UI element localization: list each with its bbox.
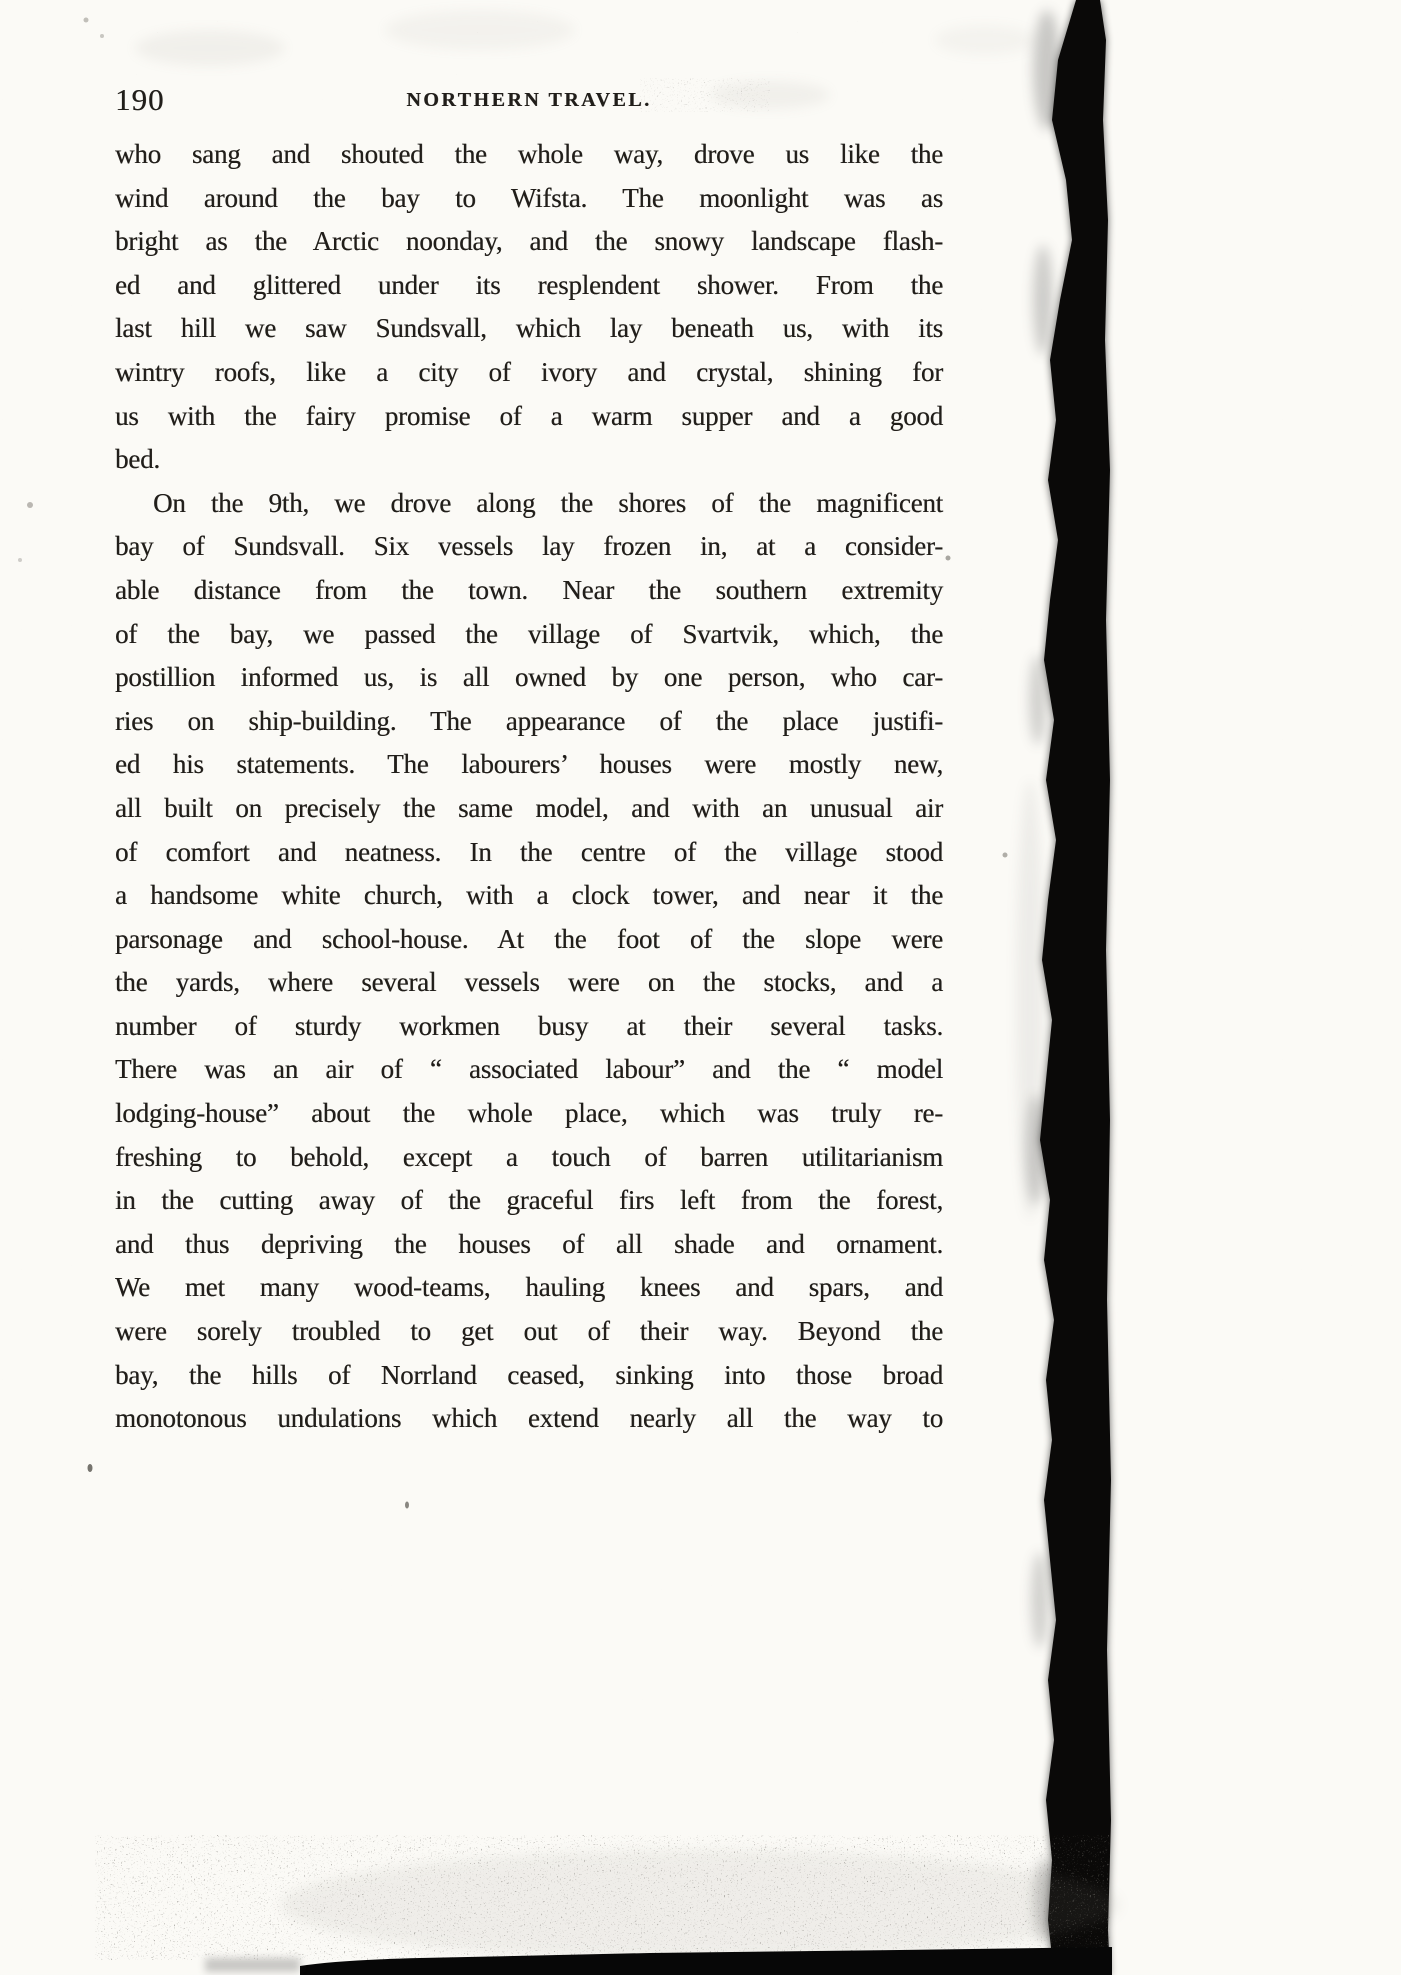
text-line: able distance from the town. Near the southern extremity [115,574,943,605]
text-line: ed his statements. The labourers’ houses were mostly new, [115,749,943,780]
page-number: 190 [115,82,165,117]
text-line: bright as the Arctic noonday, and the snowy landscape flash- [115,226,943,257]
text-line: wind around the bay to Wifsta. The moonlight was as [115,182,943,213]
text-line: ed and glittered under its resplendent shower. From the [115,269,943,300]
text-line: lodging-house” about the whole place, which was truly re- [115,1098,943,1129]
text-line: all built on precisely the same model, and with an unusual air [115,792,943,823]
right-scan-band-core [1040,0,1111,1975]
text-line: a handsome white church, with a clock tower, and near it the [115,880,943,911]
text-line: bay of Sundsvall. Six vessels lay frozen in, at a consider- [115,531,943,562]
text-line: the yards, where several vessels were on the stocks, and a [115,967,943,998]
text-line: were sorely troubled to get out of their way. Beyond the [115,1316,943,1347]
text-line: bay, the hills of Norrland ceased, sinking into those broad [115,1359,943,1390]
text-line: us with the fairy promise of a warm supper and a good [115,400,943,431]
text-line: of the bay, we passed the village of Svartvik, which, the [115,618,943,649]
text-line: in the cutting away of the graceful firs left from the forest, [115,1185,943,1216]
text-line: wintry roofs, like a city of ivory and crystal, shining for [115,356,943,387]
running-title: NORTHERN TRAVEL. [406,89,652,111]
text-line: number of sturdy workmen busy at their several tasks. [115,1010,943,1041]
bottom-speckle-band [95,1835,1110,1960]
text-line: bed. [115,444,160,475]
text-line: postillion informed us, is all owned by one person, who car- [115,662,943,693]
bottom-scan-bar [300,1947,1112,1975]
text-line: On the 9th, we drove along the shores of the magnificent [153,487,943,518]
text-line: and thus depriving the houses of all shade and ornament. [115,1228,943,1259]
text-line: monotonous undulations which extend nearly all the way to [115,1403,943,1434]
text-line: ries on ship-building. The appearance of the place justifi- [115,705,943,736]
text-line: parsonage and school-house. At the foot of the slope were [115,923,943,954]
text-line: last hill we saw Sundsvall, which lay beneath us, with its [115,313,943,344]
right-scan-band [1040,0,1111,1975]
text-line: freshing to behold, except a touch of barren utilitarianism [115,1141,943,1172]
body-text [115,133,943,1441]
text-line: There was an air of “ associated labour” and the “ model [115,1054,943,1085]
text-line: who sang and shouted the whole way, drove us like the [115,139,943,169]
text-line: of comfort and neatness. In the centre of the village stood [115,836,943,867]
text-line: We met many wood-teams, hauling knees and spars, and [115,1272,943,1303]
page-header [115,82,943,118]
